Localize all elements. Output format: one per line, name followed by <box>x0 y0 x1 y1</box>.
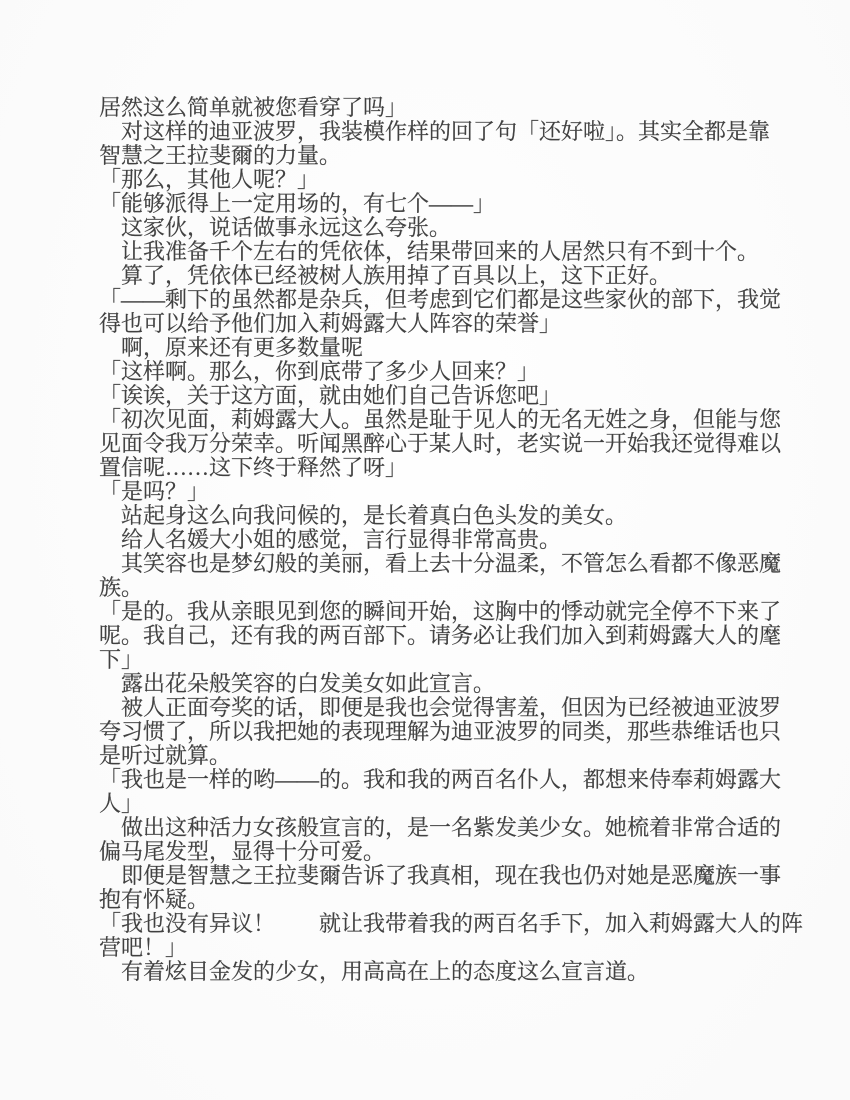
text-line: 「这样啊。那么，你到底带了多少人回来？」 <box>99 359 540 384</box>
text-line: 「我也是一样的哟——的。我和我的两百名仆人，都想来侍奉莉姆露大 <box>99 767 782 792</box>
text-line: 「初次见面，莉姆露大人。虽然是耻于见人的无名无姓之身，但能与您 <box>99 407 782 432</box>
text-line: 「诶诶，关于这方面，就由她们自己告诉您吧」 <box>99 383 562 408</box>
text-line: 族。 <box>99 575 144 600</box>
text-line: 「——剩下的虽然都是杂兵，但考虑到它们都是这些家伙的部下，我觉 <box>99 287 782 312</box>
text-line: 得也可以给予他们加入莉姆露大人阵容的荣誉」 <box>99 311 562 336</box>
text-line: 抱有怀疑。 <box>99 887 210 912</box>
text-line: 智慧之王拉斐爾的力量。 <box>99 143 342 168</box>
text-line: 「我也没有异议！ 就让我带着我的两百名手下，加入莉姆露大人的阵 <box>99 911 804 936</box>
text-line: 「是的。我从亲眼见到您的瞬间开始，这胸中的悸动就完全停不下来了 <box>99 599 782 624</box>
text-line: 「那么，其他人呢？」 <box>99 167 320 192</box>
text-line: 即便是智慧之王拉斐爾告诉了我真相，现在我也仍对她是恶魔族一事 <box>99 863 782 888</box>
text-line: 偏马尾发型，显得十分可爱。 <box>99 839 386 864</box>
text-block <box>99 95 804 984</box>
text-line: 这家伙，说话做事永远这么夸张。 <box>99 215 452 240</box>
text-line: 「是吗？」 <box>99 479 210 504</box>
text-line: 营吧！」 <box>99 935 188 960</box>
text-line: 下」 <box>99 647 144 672</box>
text-line: 是听过就算。 <box>99 743 232 768</box>
text-line: 夸习惯了，所以我把她的表现理解为迪亚波罗的同类，那些恭维话也只 <box>99 719 782 744</box>
text-line: 给人名媛大小姐的感觉，言行显得非常高贵。 <box>99 527 562 552</box>
text-line: 让我准备千个左右的凭依体，结果带回来的人居然只有不到十个。 <box>99 239 760 264</box>
text-line: 见面令我万分荣幸。听闻黑醉心于某人时，老实说一开始我还觉得难以 <box>99 431 782 456</box>
text-line: 站起身这么向我问候的，是长着真白色头发的美女。 <box>99 503 628 528</box>
text-line: 其笑容也是梦幻般的美丽，看上去十分温柔，不管怎么看都不像恶魔 <box>99 551 782 576</box>
text-line: 对这样的迪亚波罗，我装模作样的回了句「还好啦」。其实全都是靠 <box>99 119 771 144</box>
text-line: 置信呢……这下终于释然了呀」 <box>99 455 408 480</box>
text-line: 有着炫目金发的少女，用高高在上的态度这么宣言道。 <box>99 959 650 984</box>
text-line: 「能够派得上一定用场的，有七个——」 <box>99 191 496 216</box>
text-line: 呢。我自己，还有我的两百部下。请务必让我们加入到莉姆露大人的麾 <box>99 623 782 648</box>
text-line: 人」 <box>99 791 144 816</box>
text-line: 算了，凭依体已经被树人族用掉了百具以上，这下正好。 <box>99 263 672 288</box>
text-line: 啊，原来还有更多数量呢 <box>99 335 364 360</box>
text-line: 居然这么简单就被您看穿了吗」 <box>99 95 408 120</box>
text-line: 被人正面夸奖的话，即便是我也会觉得害羞，但因为已经被迪亚波罗 <box>99 695 782 720</box>
text-line: 做出这种活力女孩般宣言的，是一名紫发美少女。她梳着非常合适的 <box>99 815 782 840</box>
text-line: 露出花朵般笑容的白发美女如此宣言。 <box>99 671 496 696</box>
